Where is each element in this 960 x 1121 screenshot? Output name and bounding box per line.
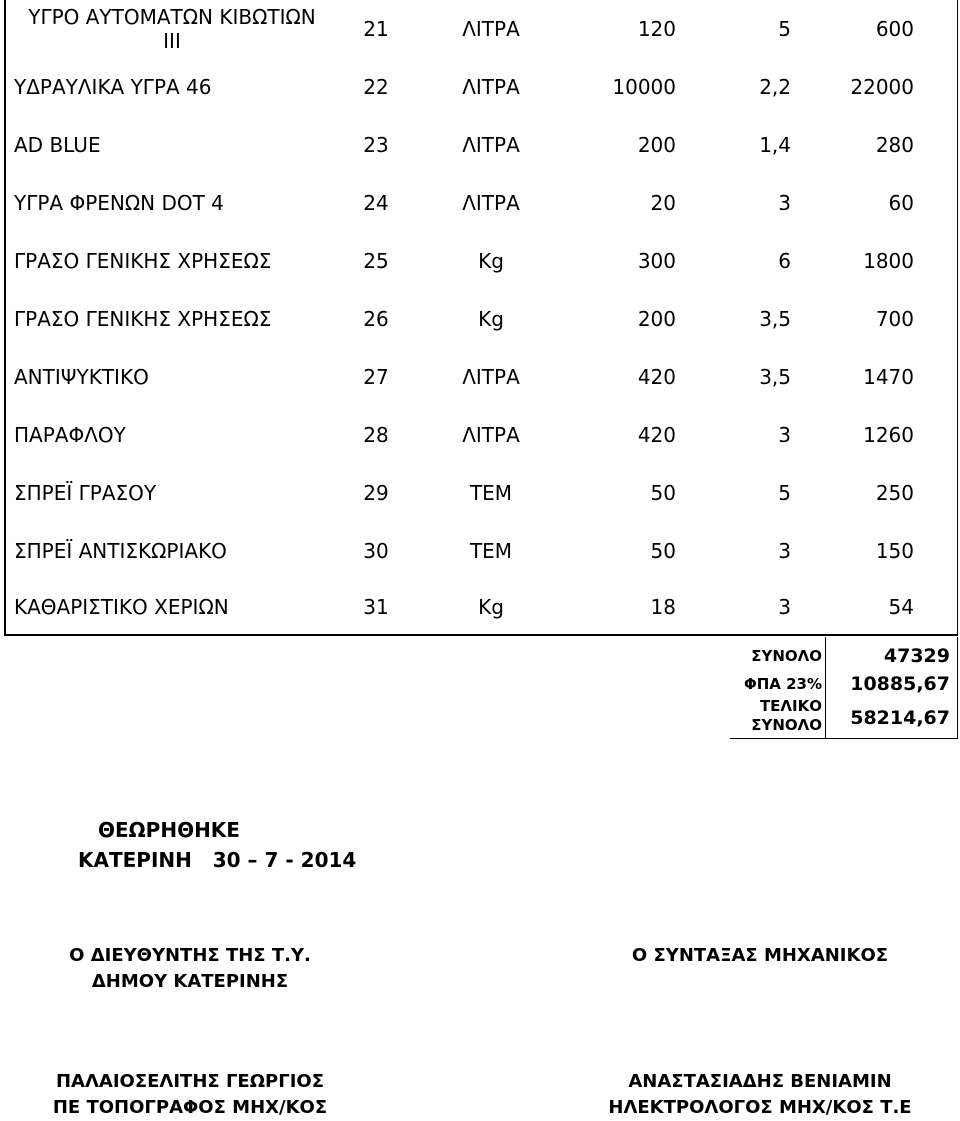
item-name: ΣΠΡΕΪ ΓΡΑΣΟΥ [14,481,157,505]
director-title-block [30,943,350,995]
table-row [6,116,958,174]
item-price: 1,4 [759,133,791,157]
item-code: 29 [363,481,389,505]
item-name: ΣΠΡΕΪ ΑΝΤΙΣΚΩΡΙΑΚΟ [14,539,227,563]
director-name: ΠΑΛΑΙΟΣΕΛΙΤΗΣ ΓΕΩΡΓΙΟΣ [55,1071,324,1092]
item-code: 23 [363,133,389,157]
item-code: 22 [363,75,389,99]
item-quantity: 18 [650,595,676,619]
final-value: 58214,67 [850,707,950,729]
table-row [6,578,958,636]
item-code: 21 [363,17,389,41]
table-row [6,0,958,58]
item-price: 3,5 [759,365,791,389]
item-quantity: 420 [637,423,676,447]
item-price: 5 [778,17,791,41]
item-unit: Kg [478,307,504,331]
item-price: 3 [778,423,791,447]
sum-value: 47329 [883,645,950,667]
item-total: 700 [875,307,914,331]
item-code: 30 [363,539,389,563]
item-unit: ΛΙΤΡΑ [462,365,520,389]
item-unit: ΛΙΤΡΑ [462,133,520,157]
item-quantity: 420 [637,365,676,389]
table-row [6,58,958,116]
item-quantity: 200 [637,307,676,331]
final-label-line1: ΤΕΛΙΚΟ [759,697,822,715]
item-unit: ΤΕΜ [469,481,513,505]
item-total: 1800 [863,249,914,273]
item-name: ΥΔΡΑΥΛΙΚΑ ΥΓΡΑ 46 [14,75,212,99]
item-code: 31 [363,595,389,619]
director-title-line2: ΔΗΜΟΥ ΚΑΤΕΡΙΝΗΣ [91,971,289,992]
final-label-line2: ΣΥΝΟΛΟ [751,716,822,734]
item-price: 6 [778,249,791,273]
item-total: 60 [888,191,914,215]
item-code: 28 [363,423,389,447]
item-unit: ΤΕΜ [469,539,513,563]
item-unit: ΛΙΤΡΑ [462,191,520,215]
table-row [6,232,958,290]
item-quantity: 10000 [612,75,676,99]
item-quantity: 120 [637,17,676,41]
director-signature-block [20,1069,360,1121]
table-row [6,290,958,348]
item-quantity: 20 [650,191,676,215]
item-name: ΑΝΤΙΨΥΚΤΙΚΟ [14,365,149,389]
engineer-title-block [590,943,930,969]
item-price: 2,2 [759,75,791,99]
item-name-line2: ΙΙΙ [163,29,181,53]
item-unit: ΛΙΤΡΑ [462,423,520,447]
totals-divider [825,637,826,738]
item-unit: Kg [478,595,504,619]
item-total: 600 [875,17,914,41]
table-row [6,522,958,580]
engineer-name: ΑΝΑΣΤΑΣΙΑΔΗΣ ΒΕΝΙΑΜΙΝ [628,1071,892,1092]
item-price: 3,5 [759,307,791,331]
item-code: 26 [363,307,389,331]
engineer-signature-block [580,1069,940,1121]
item-total: 150 [875,539,914,563]
item-name: ΠΑΡΑΦΛΟΥ [14,423,126,447]
approval-place-date: ΚΑΤΕΡΙΝΗ 30 – 7 - 2014 [78,848,357,872]
item-quantity: 50 [650,481,676,505]
item-unit: Kg [478,249,504,273]
item-price: 3 [778,191,791,215]
director-title-line1: Ο ΔΙΕΥΘΥΝΤΗΣ ΤΗΣ Τ.Υ. [69,945,311,966]
items-table [4,0,958,636]
item-code: 27 [363,365,389,389]
vat-label: ΦΠΑ 23% [743,675,822,693]
item-name: ΓΡΑΣΟ ΓΕΝΙΚΗΣ ΧΡΗΣΕΩΣ [14,307,272,331]
item-total: 22000 [850,75,914,99]
item-quantity: 200 [637,133,676,157]
item-name-line1: ΥΓΡΟ ΑΥΤΟΜΑΤΩΝ ΚΙΒΩΤΙΩΝ [28,5,316,29]
table-row [6,464,958,522]
item-name: AD BLUE [14,133,101,157]
item-total: 1470 [863,365,914,389]
item-price: 5 [778,481,791,505]
approval-title: ΘΕΩΡΗΘΗΚΕ [98,818,240,842]
item-total: 280 [875,133,914,157]
item-total: 1260 [863,423,914,447]
item-price: 3 [778,539,791,563]
table-row [6,348,958,406]
item-name: ΚΑΘΑΡΙΣΤΙΚΟ ΧΕΡΙΩΝ [14,595,229,619]
item-name: ΓΡΑΣΟ ΓΕΝΙΚΗΣ ΧΡΗΣΕΩΣ [14,249,272,273]
item-quantity: 300 [637,249,676,273]
totals-box [730,637,958,739]
item-unit: ΛΙΤΡΑ [462,17,520,41]
sum-label: ΣΥΝΟΛΟ [751,647,822,665]
item-total: 250 [875,481,914,505]
engineer-title: Ο ΣΥΝΤΑΞΑΣ ΜΗΧΑΝΙΚΟΣ [631,945,889,966]
item-quantity: 50 [650,539,676,563]
item-unit: ΛΙΤΡΑ [462,75,520,99]
table-row [6,174,958,232]
item-name [6,0,338,58]
vat-value: 10885,67 [850,673,950,695]
table-row [6,406,958,464]
engineer-role: ΗΛΕΚΤΡΟΛΟΓΟΣ ΜΗΧ/ΚΟΣ Τ.Ε [608,1097,912,1118]
final-label [730,697,822,735]
item-price: 3 [778,595,791,619]
item-total: 54 [888,595,914,619]
director-role: ΠΕ ΤΟΠΟΓΡΑΦΟΣ ΜΗΧ/ΚΟΣ [52,1097,328,1118]
item-code: 24 [363,191,389,215]
item-code: 25 [363,249,389,273]
approval-block [78,815,356,875]
item-name: ΥΓΡΑ ΦΡΕΝΩΝ DOT 4 [14,191,224,215]
